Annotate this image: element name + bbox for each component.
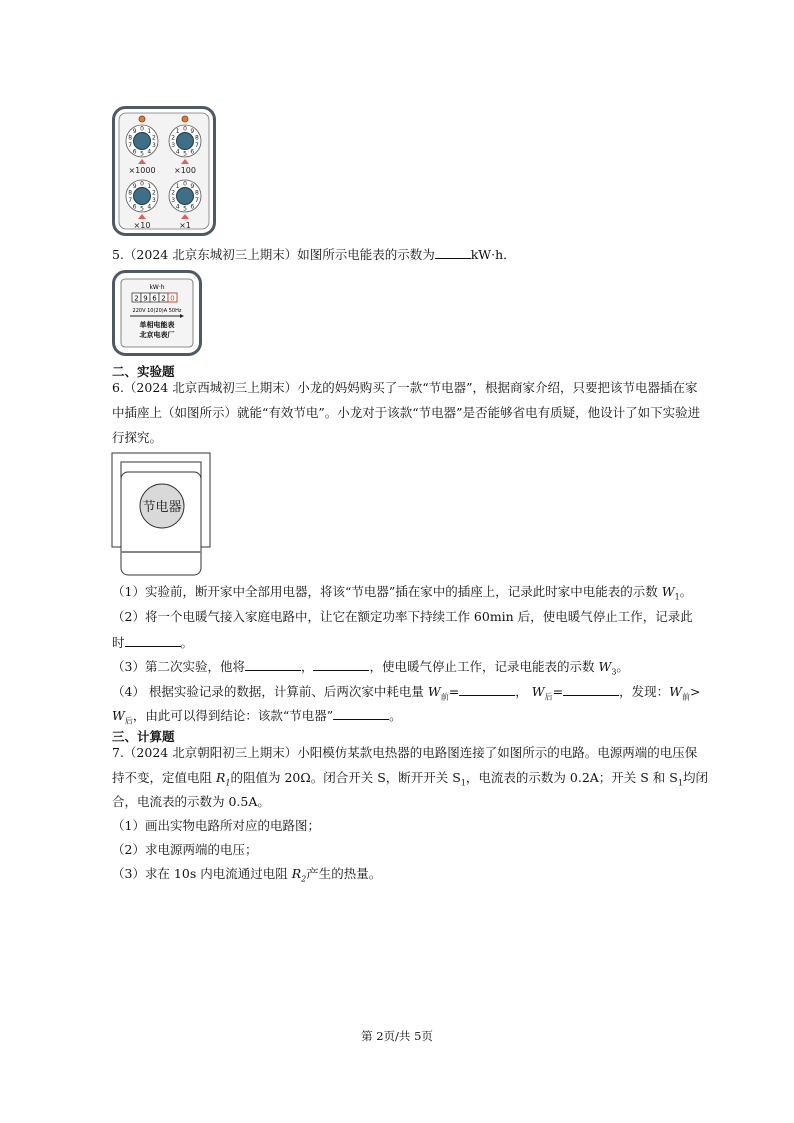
dial-digit: 4 [147,148,152,156]
dial-digit: 9 [190,183,195,191]
dial-knob [177,133,194,150]
dial-digit: 7 [128,197,133,205]
section-2-title: 二、实验题 [112,364,175,379]
dial-digit: 5 [140,150,144,158]
dial-knob [177,188,194,205]
q6-step3-blank-1 [245,658,301,671]
dial-digit: 6 [132,148,137,156]
meter-digit: 6 [152,294,157,303]
q6-step-4-line-1: （4） 根据实验记录的数据，计算前、后两次家中耗电量 $W_前=$ ， $W_后=$ ，发现：$W_前>$ [112,684,701,702]
dial-digit: 5 [183,205,187,213]
meter-maker: 北京电表厂 [139,331,175,339]
q6-step4-blank-2 [563,683,619,696]
meter-name: 单相电能表 [139,321,175,329]
dial-knob [134,133,151,150]
dial-digit: 2 [171,134,176,142]
dial-digit: 0 [140,180,144,188]
q7-sub-1: （1）画出实物电路所对应的电路图； [112,818,320,833]
q7-line-1: 7.（2024 北京朝阳初三上期末）小阳模仿某款电热器的电路图连接了如图所示的电路。电源两端的电压保 [112,745,698,760]
dial-digit: 7 [194,197,199,205]
dial-digit: 0 [183,180,187,188]
q5-text: 5.（2024 北京东城初三上期末）如图所示电能表的示数为 [112,247,435,262]
dial-digit: 1 [147,183,152,191]
dial-digit: 9 [132,183,137,191]
q6-step-3: （3）第二次实验，他将 ， ，使电暖气停止工作，记录电能表的示数 $W_3$。 [112,659,629,677]
q6-step-2-line-1: （2）将一个电暖气接入家庭电路中，让它在额定功率下持续工作 60min 后，使电暖气停止工作，记录此 [112,609,693,624]
dial-digit: 8 [128,134,133,142]
dial-digit: 7 [194,142,199,150]
meter-spec: 220V 10(20)A 50Hz [132,308,182,314]
dial-label-1000: ×1000 [128,166,156,175]
dial-digit: 3 [151,142,156,150]
dial-digit: 2 [171,189,176,197]
meter-digit-decimal: 0 [170,294,175,303]
q5-answer-blank [435,246,471,259]
meter-digit: 2 [134,294,139,303]
dial-digit: 8 [128,189,133,197]
electric-meter-figure [112,270,202,356]
meter-unit-label: kW·h [149,284,165,291]
q6-line-1: 6.（2024 北京西城初三上期末）小龙的妈妈购买了一款“节电器”，根据商家介绍，只要把该节电器插在家 [112,380,698,395]
dial-digit: 2 [151,134,156,142]
dial-digit: 3 [171,142,176,150]
dial-digit: 9 [132,128,137,136]
q6-step4-blank-1 [459,683,515,696]
q6-step3-blank-2 [313,658,369,671]
q6-line-2: 中插座上（如图所示）就能“有效节电”。小龙对于该款“节电器”是否能够省电有质疑，他设计了如下实验进 [112,405,701,420]
dial-digit: 4 [175,148,180,156]
device-label: 节电器 [142,500,182,515]
q6-step-4-line-2: $W_后$，由此可以得到结论：该款“节电器” 。 [112,708,402,726]
q7-line-2: 持不变，定值电阻 $R_1$的阻值为 20Ω。闭合开关 S，断开开关 $S_1$，电流表的示数为 0.2A；开关 S 和 $S_1$均闭 [112,770,708,788]
dial-digit: 4 [147,203,152,211]
dial-digit: 5 [140,205,144,213]
dial-digit: 0 [183,125,187,133]
dial-digit: 0 [140,125,144,133]
dial-digit: 3 [171,197,176,205]
meter-digit: 9 [143,294,148,303]
meter-digits [132,293,177,303]
q7-sub-2: （2）求电源两端的电压； [112,842,258,857]
dial-indicator-dot [182,116,188,122]
dial-digit: 8 [194,189,199,197]
dial-digit: 7 [128,142,133,150]
dial-indicator-dot [139,116,145,122]
meter-digit: 2 [161,294,166,303]
dial-meter-figure [112,106,216,236]
dial-digit: 6 [132,203,137,211]
dial-digit: 9 [190,128,195,136]
q7-line-3: 合，电流表的示数为 0.5A。 [112,794,270,809]
dial-digit: 6 [190,203,195,211]
dial-digit: 2 [151,189,156,197]
q6-step-2-line-2: 时 。 [112,635,194,650]
dial-digit: 3 [151,197,156,205]
dial-digit: 1 [147,128,152,136]
dial-knob [134,188,151,205]
q6-step2-blank [125,634,181,647]
dial-digit: 8 [194,134,199,142]
section-3-title: 三、计算题 [112,729,175,744]
dial-digit: 5 [183,150,187,158]
energy-saver-figure [111,452,211,576]
q6-step4-blank-3 [333,707,389,720]
dial-digit: 6 [190,148,195,156]
q7-sub-3: （3）求在 10s 内电流通过电阻 $R_2$产生的热量。 [112,866,382,884]
question-5 [112,246,516,263]
q5-unit: kW·h． [470,247,516,262]
dial-label-1: ×1 [179,221,191,230]
dial-digit: 4 [175,203,180,211]
page-number: 第 2页/共 5页 [361,1029,433,1043]
dial-digit: 1 [175,128,180,136]
q6-line-3: 行探究。 [112,430,163,445]
q6-step-1: （1）实验前，断开家中全部用电器，将该“节电器”插在家中的插座上，记录此时家中电能表的示数 $W_1$。 [112,584,693,602]
dial-label-100: ×100 [174,166,196,175]
dial-label-10: ×10 [133,221,151,230]
dial-digit: 1 [175,183,180,191]
